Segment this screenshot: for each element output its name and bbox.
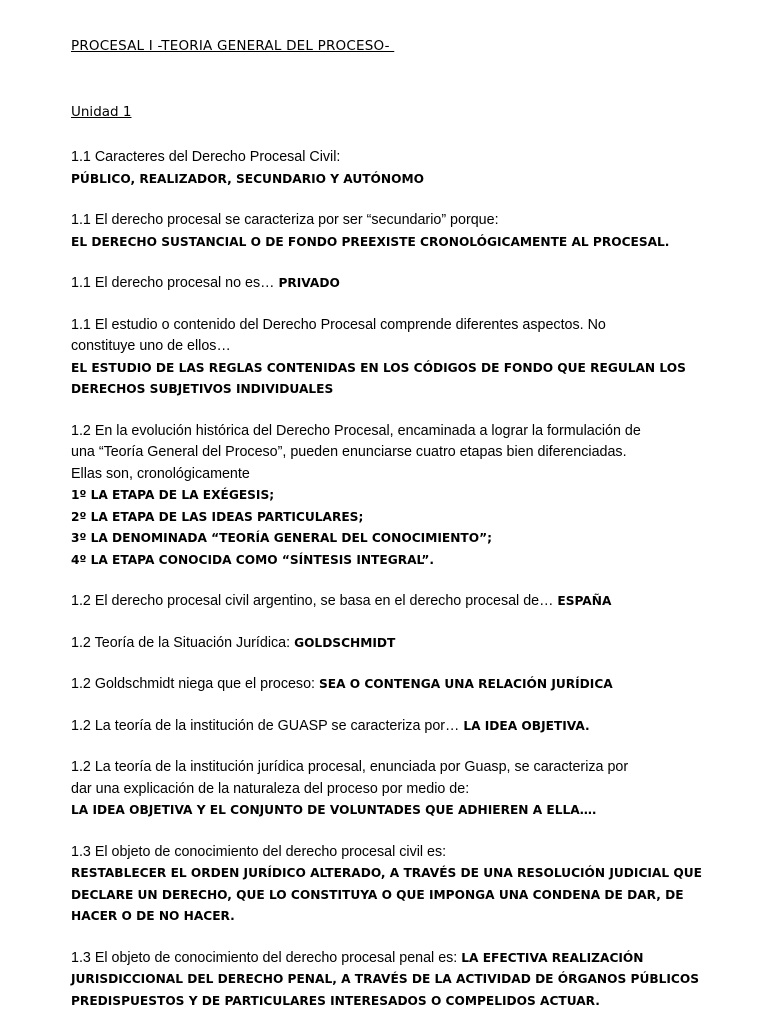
text-line xyxy=(71,862,701,884)
answer-text: 1º LA ETAPA DE LA EXÉGESIS; xyxy=(71,488,275,502)
question-text: 1.2 Teoría de la Situación Jurídica: xyxy=(71,634,295,651)
question-text: 1.2 Goldschmidt niega que el proceso: xyxy=(71,676,319,692)
answer-text: GOLDSCHMIDT xyxy=(294,635,396,650)
question-text: 1.2 El derecho procesal civil argentino, se basa en el derecho procesal de… xyxy=(71,593,558,609)
question-block xyxy=(71,146,701,189)
question-text: 1.2 La teoría de la institución de GUASP se caracteriza por… xyxy=(71,717,464,734)
question-text: 1.1 El derecho procesal se caracteriza por ser “secundario” porque: xyxy=(71,212,499,228)
question-block xyxy=(71,590,701,612)
answer-text: DECLARE UN DERECHO, QUE LO CONSTITUYA O QUE IMPONGA UNA CONDENA DE DAR, DE xyxy=(71,887,684,902)
text-line xyxy=(71,841,701,863)
question-text: 1.3 El objeto de conocimiento del derecho procesal penal es: xyxy=(71,949,462,966)
question-text: Ellas son, cronológicamente xyxy=(71,465,250,482)
answer-text: DERECHOS SUBJETIVOS INDIVIDUALES xyxy=(71,382,334,396)
text-line xyxy=(71,420,701,442)
text-line xyxy=(71,209,701,231)
text-line xyxy=(71,506,701,528)
text-line xyxy=(71,715,701,737)
question-block xyxy=(71,756,701,821)
answer-text: HACER O DE NO HACER. xyxy=(71,909,235,923)
question-block xyxy=(71,272,701,294)
text-line xyxy=(71,146,701,168)
answer-text: 2º LA ETAPA DE LAS IDEAS PARTICULARES; xyxy=(71,509,364,524)
text-line xyxy=(71,799,701,821)
text-line xyxy=(71,968,701,990)
answer-text: ESPAÑA xyxy=(557,594,612,608)
text-line xyxy=(71,357,701,379)
question-block xyxy=(71,314,701,400)
question-text: una “Teoría General del Proceso”, pueden enunciarse cuatro etapas bien diferenciadas. xyxy=(71,444,627,460)
answer-text: SEA O CONTENGA UNA RELACIÓN JURÍDICA xyxy=(318,677,613,691)
answer-text: RESTABLECER EL ORDEN JURÍDICO ALTERADO, A TRAVÉS DE UNA RESOLUCIÓN JUDICIAL QUE xyxy=(71,866,702,880)
question-text: 1.2 La teoría de la institución jurídica procesal, enunciada por Guasp, se caracteriza por xyxy=(71,759,629,775)
document-body xyxy=(71,146,701,1031)
answer-text: LA IDEA OBJETIVA. xyxy=(463,718,590,733)
text-line xyxy=(71,335,701,357)
text-line xyxy=(71,168,701,190)
text-line xyxy=(71,441,701,463)
answer-text: PREDISPUESTOS Y DE PARTICULARES INTERESADOS O COMPELIDOS ACTUAR. xyxy=(71,993,600,1008)
question-text: 1.1 El estudio o contenido del Derecho Procesal comprende diferentes aspectos. No xyxy=(71,316,606,333)
question-block xyxy=(71,715,701,737)
question-block xyxy=(71,209,701,252)
document-title: PROCESAL I -TEORIA GENERAL DEL PROCESO- xyxy=(71,38,395,54)
text-line xyxy=(71,484,701,506)
question-block xyxy=(71,632,701,654)
text-line xyxy=(71,527,701,549)
text-line xyxy=(71,549,701,571)
text-line xyxy=(71,463,701,485)
text-line xyxy=(71,378,701,400)
question-text: 1.2 En la evolución histórica del Derecho Procesal, encaminada a lograr la formulación de xyxy=(71,422,641,439)
question-block xyxy=(71,673,701,695)
unit-heading: Unidad 1 xyxy=(71,104,132,120)
answer-text: PÚBLICO, REALIZADOR, SECUNDARIO Y AUTÓNOMO xyxy=(71,171,424,186)
question-text: 1.1 Caracteres del Derecho Procesal Civil: xyxy=(71,149,341,165)
text-line xyxy=(71,884,701,906)
text-line xyxy=(71,673,701,695)
answer-text: 3º LA DENOMINADA “TEORÍA GENERAL DEL CONOCIMIENTO”; xyxy=(71,531,492,545)
text-line xyxy=(71,231,701,253)
answer-text: JURISDICCIONAL DEL DERECHO PENAL, A TRAVÉS DE LA ACTIVIDAD DE ÓRGANOS PÚBLICOS xyxy=(71,972,700,986)
question-text: 1.1 El derecho procesal no es… xyxy=(71,275,279,291)
question-text: constituye uno de ellos… xyxy=(71,338,231,354)
text-line xyxy=(71,314,701,336)
text-line xyxy=(71,778,701,800)
answer-text: LA EFECTIVA REALIZACIÓN xyxy=(461,950,644,965)
question-block xyxy=(71,420,701,571)
answer-text: EL DERECHO SUSTANCIAL O DE FONDO PREEXISTE CRONOLÓGICAMENTE AL PROCESAL. xyxy=(71,234,670,249)
text-line xyxy=(71,947,701,969)
question-text: 1.3 El objeto de conocimiento del derecho procesal civil es: xyxy=(71,843,447,860)
text-line xyxy=(71,905,701,927)
text-line xyxy=(71,632,701,654)
text-line xyxy=(71,990,701,1012)
question-block xyxy=(71,841,701,927)
text-line xyxy=(71,756,701,778)
answer-text: EL ESTUDIO DE LAS REGLAS CONTENIDAS EN LOS CÓDIGOS DE FONDO QUE REGULAN LOS xyxy=(71,360,686,375)
answer-text: 4º LA ETAPA CONOCIDA COMO “SÍNTESIS INTEGRAL”. xyxy=(71,552,434,567)
answer-text: PRIVADO xyxy=(278,276,340,290)
question-text: dar una explicación de la naturaleza del proceso por medio de: xyxy=(71,780,470,797)
text-line xyxy=(71,272,701,294)
answer-text: LA IDEA OBJETIVA Y EL CONJUNTO DE VOLUNTADES QUE ADHIEREN A ELLA…. xyxy=(71,803,597,817)
text-line xyxy=(71,590,701,612)
question-block xyxy=(71,947,701,1012)
